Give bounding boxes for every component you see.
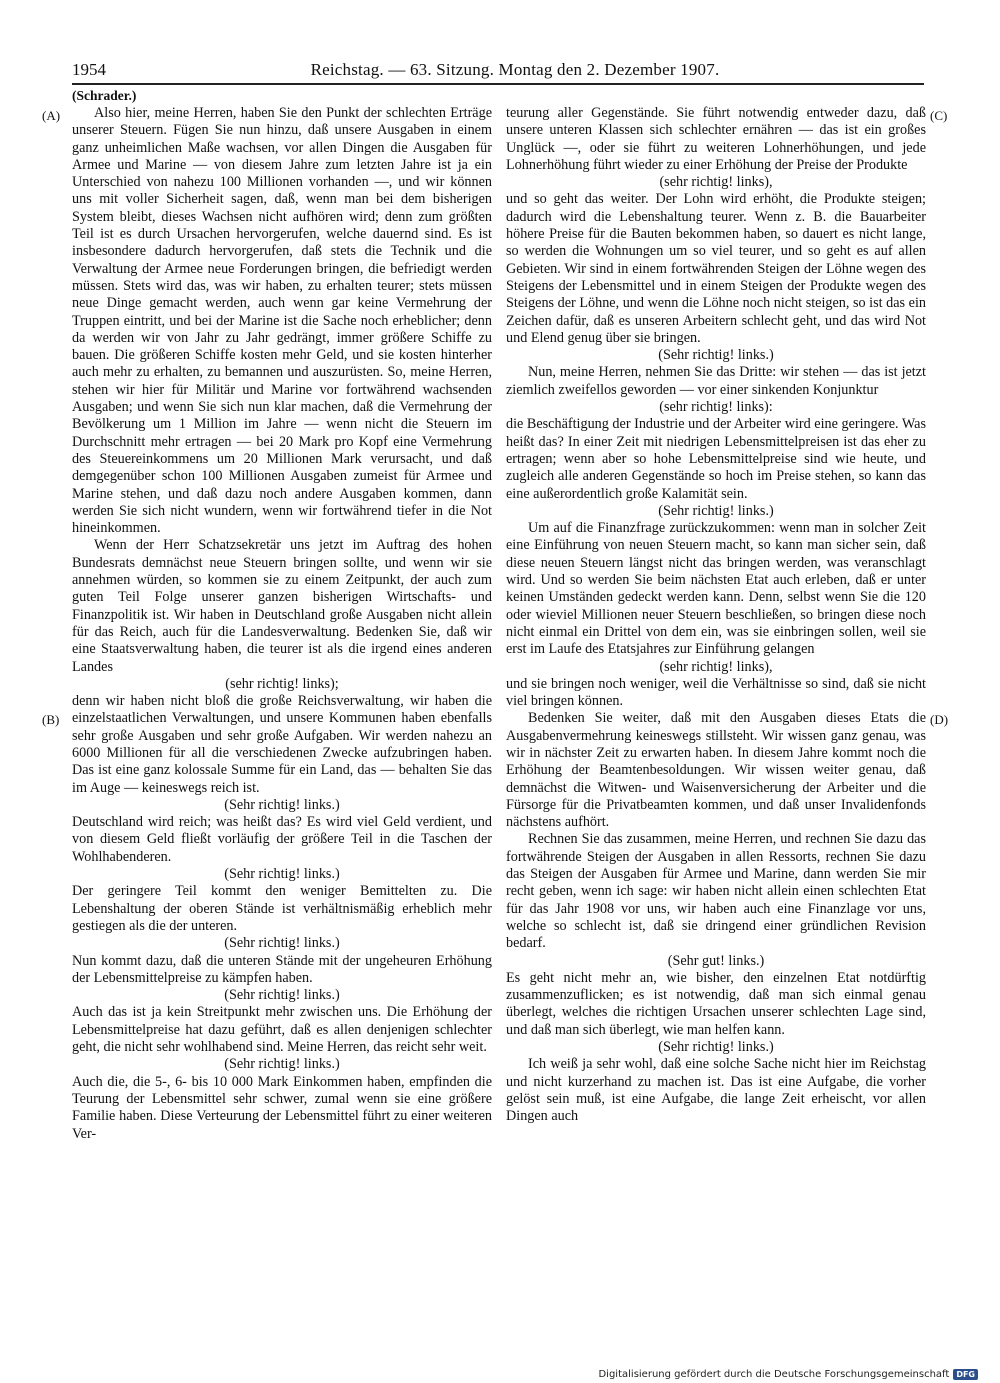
interjection: (sehr richtig! links), — [659, 658, 773, 675]
interjection: (Sehr richtig! links.) — [224, 796, 340, 813]
margin-label-d: (D) — [930, 712, 949, 727]
page-number: 1954 — [72, 60, 106, 79]
interjection: (Sehr richtig! links.) — [658, 1039, 774, 1056]
footer-text: Digitalisierung gefördert durch die Deutsche Forschungsgemeinschaft — [598, 1369, 950, 1380]
running-title: Reichstag. — 63. Sitzung. Montag den 2. Dezember 1907. — [310, 60, 720, 79]
interjection: (Sehr richtig! links.) — [224, 987, 340, 1004]
paragraph: Der geringere Teil kommt den weniger Bemittelten zu. Die Lebenshaltung der oberen Stände ist verhältnismäßig erheblich mehr gestiegen als die der unteren. — [72, 883, 492, 934]
interjection: (sehr richtig! links): — [659, 399, 773, 416]
interjection: (Sehr richtig! links.) — [224, 1056, 340, 1073]
paragraph: Es geht nicht mehr an, wie bisher, den einzelnen Etat notdürftig zusammenzuflicken; es ist notwendig, daß man sich einmal genau überlegt, welches die richtigen Ursachen unserer schlechten Lage sind, und daß man sich überlegt, wie man helfen kann. — [506, 969, 926, 1038]
footer — [598, 1369, 978, 1380]
paragraph: Ich weiß ja sehr wohl, daß eine solche Sache nicht hier im Reichstag und nicht kurzerhand zu machen ist. Das ist eine Aufgabe, die vorher gelöst sein muß, ist eine Aufgabe, die lange Zeit erheischt, vor allen Dingen auch — [506, 1056, 926, 1125]
left-column — [72, 105, 492, 1143]
paragraph: Wenn der Herr Schatzsekretär uns jetzt im Auftrag des hohen Bundesrats demnächst neue Steuern bringen sollte, und wenn wir sie annehmen würden, so kommen sie zu einem Zeitpunkt, der auch zum guten Teil Folge unserer ganzen bisherigen Wirtschafts- und Finanzpolitik ist. Wir haben in Deutschland große Ausgaben nicht allein für das Reich, auch für die Landesverwaltung. Bedenken Sie, daß wir eine Staatsverwaltung haben, die teurer ist als die irgend eines anderen Landes — [72, 537, 492, 675]
interjection: (Sehr richtig! links.) — [224, 935, 340, 952]
paragraph: Rechnen Sie das zusammen, meine Herren, und rechnen Sie dazu das fortwährende Steigen der Ausgaben in allen Ressorts, rechnen Sie dazu das Steigen der Ausgaben für Armee und Marine, dann werden Sie mir recht geben, wenn ich sage: wir haben nicht allein einen schlechten Etat für das Jahr 1908 vor uns, wir haben auch eine Finanzlage vor uns, welche so schlecht ist, daß sie dringend einer gründlichen Revision bedarf. — [506, 831, 926, 952]
dfg-logo: DFG — [953, 1369, 978, 1380]
interjection: (sehr richtig! links), — [659, 174, 773, 191]
header-rule — [72, 83, 924, 85]
paragraph: die Beschäftigung der Industrie und der Arbeiter wird eine geringere. Was heißt das? In einer Zeit mit niedrigen Lebensmittelpreisen ist das eher zu ertragen; wenn aber so hohe Lebensmittelpreise sind wie heute, und zugleich alle anderen Gegenstände so hoch im Preise stehen, so kann das eine außerordentlich große Kalamität sein. — [506, 416, 926, 502]
margin-label-a: (A) — [42, 108, 61, 123]
paragraph: Auch das ist ja kein Streitpunkt mehr zwischen uns. Die Erhöhung der Lebensmittelpreise hat dazu geführt, daß es allen denjenigen schlechter geht, die nicht sehr wohlhabend sind. Meine Herren, das reicht sehr weit. — [72, 1004, 492, 1056]
interjection: (Sehr richtig! links.) — [658, 502, 774, 519]
paragraph: Nun, meine Herren, nehmen Sie das Dritte: wir stehen — das ist jetzt ziemlich zweifellos geworden — vor einer sinkenden Konjunktur — [506, 364, 926, 398]
interjection: (Sehr gut! links.) — [667, 952, 765, 969]
paragraph: Deutschland wird reich; was heißt das? Es wird viel Geld verdient, und von diesem Geld fließt vorläufig der größere Teil in die Taschen der Wohlhabenderen. — [72, 814, 492, 865]
margin-label-c: (C) — [930, 108, 948, 123]
paragraph: Um auf die Finanzfrage zurückzukommen: wenn man in solcher Zeit eine Einführung von neuen Steuern macht, so kann man sicher sein, daß diese neuen Steuern längst nicht das bringen werden, was veranschlagt wird. Und so werden Sie beim nächsten Etat auch erleben, daß er unter keinen Umständen gedeckt werden kann. Denn, selbst wenn Sie die 120 oder wieviel Millionen neuer Steuern beschließen, so bringen diese noch nicht einmal ein Drittel von dem ein, was sie einbringen sollen, weil sie erst im Laufe des Etatsjahres zur Einführung gelangen — [506, 520, 926, 658]
interjection: (Sehr richtig! links.) — [224, 866, 340, 883]
speaker-name: (Schrader.) — [72, 88, 137, 103]
interjection: (Sehr richtig! links.) — [658, 347, 774, 364]
paragraph: Bedenken Sie weiter, daß mit den Ausgaben dieses Etats die Ausgabenvermehrung keineswegs stillsteht. Wir wissen ganz genau, was wir in nächster Zeit zu erwarten haben. In diesem Jahre kommt noch die Erhöhung der Beamtenbesoldungen. Wir wissen weiter genau, daß demnächst die Witwen- und Waisenversicherung der Arbeiter und die Fürsorge für die Privatbeamten kommen, und daß unser Invalidenfonds nächstens aufhört. — [506, 710, 926, 831]
paragraph: teurung aller Gegenstände. Sie führt notwendig entweder dazu, daß unsere unteren Klassen sich schlechter ernähren — das ist ein großes Unglück —, oder sie führt zu weiteren Lohnerhöhungen, und jede Lohnerhöhung führt wieder zu einer Erhöhung der Preise der Produkte — [506, 105, 926, 173]
paragraph: Auch die, die 5-, 6- bis 10 000 Mark Einkommen haben, empfinden die Teurung der Lebensmittel sehr schwer, zumal wenn sie eine größere Familie haben. Diese Verteurung der Lebensmittel führt zu einer weiteren Ver- — [72, 1073, 492, 1142]
paragraph: und so geht das weiter. Der Lohn wird erhöht, die Produkte steigen; dadurch wird die Lebenshaltung teurer. Wenn z. B. die Bauarbeiter höhere Preise für die Bauten bekommen haben, so dauert es nicht lange, so werden die Wohnungen um so viel teurer, und so geht es auf allen Gebieten. Wir sind in einem fortwährenden Steigen der Löhne wegen des Steigens der Lebensmittel und in einem Steigen der Produkte wegen des Steigens der Löhne, und wenn die Löhne noch nicht steigen, so ist das ein Zeichen dafür, daß es unseren Arbeitern schlecht geht, und das wird Not und Elend genug über sie bringen. — [506, 191, 926, 346]
paragraph: Nun kommt dazu, daß die unteren Stände mit der ungeheuren Erhöhung der Lebensmittelpreise zu kämpfen haben. — [72, 952, 492, 986]
paragraph: und sie bringen noch weniger, weil die Verhältnisse so sind, daß sie nicht viel bringen können. — [506, 675, 926, 710]
paragraph: Also hier, meine Herren, haben Sie den Punkt der schlechten Erträge unserer Steuern. Fügen Sie nun hinzu, daß unsere Ausgaben in einem ganz unheimlichen Maße wachsen, vor allen Dingen die Ausgaben für Armee und Marine — von diesem Jahre zum letzten Jahre ist ja ein Unterschied von nahezu 100 Millionen vorhanden —, und wir können uns mit voller Sicherheit sagen, daß, wenn man bei dem bisherigen System bleibt, dieses Wachsen nicht aufhören wird; denn zum größten Teil ist es durch Ursachen hervorgerufen, welche dauernd sind. Es ist insbesondere dadurch hervorgerufen, daß stets die Technik und die Verwaltung der Armee neue Forderungen bringen, die befriedigt werden müssen. Stets wird das, was wir haben, zu erhalten teurer; stets müssen neue Dinge gemacht werden, auch wenn gar keine Vermehrung der Truppen eintritt, und bei der Marine ist die Sache noch erheblicher; denn da werden wir von Jahr zu Jahr gedrängt, immer größere Schiffe zu bauen. Die größeren Schiffe kosten mehr Geld, und sie kosten hinterher auch mehr zu erhalten, zu bemannen und auszurüsten. So, meine Herren, stehen wir hier für Militär und Marine vor fortwährend wachsenden Ausgaben; und wenn Sie sich nun klar machen, daß die Vermehrung der Bevölkerung um 1 Million im Jahre — wenn nicht die Steuern im Durchschnitt mehr ertragen — bei 20 Mark pro Kopf eine Vermehrung des Steuereinkommens um 20 Millionen Mark verursacht, und daß demgegenüber schon 100 Millionen Ausgaben zumeist für Armee und Marine stehen, und daß dazu noch andere Ausgaben kommen, dann werden Sie sich nicht wundern, wenn wir fortwährend tiefer in die Not hineinkommen. — [72, 105, 492, 537]
page-header — [72, 60, 924, 82]
margin-label-b: (B) — [42, 712, 60, 727]
paragraph: denn wir haben nicht bloß die große Reichsverwaltung, wir haben die einzelstaatlichen Verwaltungen, und unsere Kommunen haben ebenfalls sehr große Ausgaben und sehr große Aufgaben. Wir werden nahezu an 6000 Millionen für all die verschiedenen Zwecke aufzubringen haben. Das ist eine ganz kolossale Summe für ein Land, das — behalten Sie das im Auge — keineswegs reich ist. — [72, 693, 492, 796]
interjection: (sehr richtig! links); — [225, 675, 339, 692]
right-column — [506, 105, 926, 1126]
